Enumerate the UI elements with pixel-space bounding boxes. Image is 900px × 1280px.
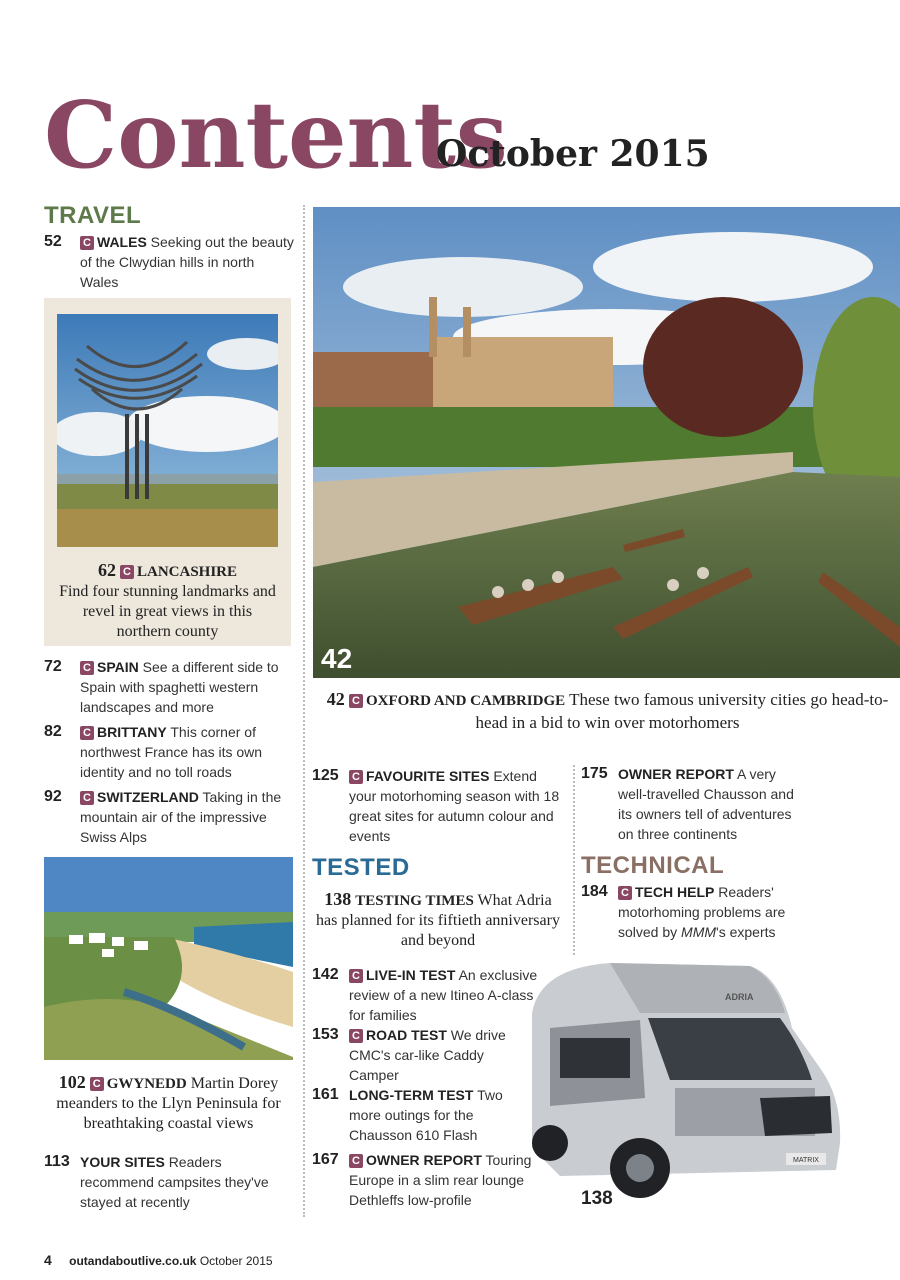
cambridge-punting-photo bbox=[313, 207, 900, 678]
campsite-badge-icon: C bbox=[349, 1154, 363, 1168]
entry-keyword: LIVE-IN TEST bbox=[366, 967, 456, 983]
campsite-badge-icon: C bbox=[349, 969, 363, 983]
list-item[interactable] bbox=[44, 1152, 294, 1212]
page-number: 161 bbox=[312, 1086, 339, 1103]
footer-date: October 2015 bbox=[199, 1254, 273, 1268]
entry-keyword: LONG-TERM TEST bbox=[349, 1087, 474, 1103]
page-number-footer: 4 bbox=[44, 1252, 52, 1268]
campsite-badge-icon: C bbox=[349, 770, 363, 784]
page-number: 82 bbox=[44, 723, 62, 740]
list-item[interactable] bbox=[312, 1150, 542, 1210]
hero-caption: 42 C OXFORD AND CAMBRIDGE These two famous university cities go head-to-head in a bid to win over motorhomers bbox=[326, 689, 889, 732]
entry-text-tail: 's experts bbox=[716, 924, 776, 940]
plate-text: MATRIX bbox=[793, 1157, 819, 1164]
campsite-badge-icon: C bbox=[120, 565, 134, 579]
campsite-badge-icon: C bbox=[618, 886, 632, 900]
entry-keyword: SPAIN bbox=[97, 659, 139, 675]
entry-text: We drive CMC's car-like Caddy Camper bbox=[349, 1027, 506, 1083]
campsite-badge-icon: C bbox=[349, 1029, 363, 1043]
hero-page-label: 42 bbox=[321, 643, 353, 674]
page-number: 113 bbox=[44, 1153, 70, 1170]
magazine-name: MMM bbox=[681, 924, 717, 940]
list-item[interactable] bbox=[312, 965, 542, 1025]
entry-text: Readers recommend campsites they've stayed at recently bbox=[80, 1154, 269, 1210]
entry-keyword: YOUR SITES bbox=[80, 1154, 165, 1170]
entry-keyword: ROAD TEST bbox=[366, 1027, 447, 1043]
campsite-badge-icon: C bbox=[80, 236, 94, 250]
entry-text: Two more outings for the Chausson 610 Flash bbox=[349, 1087, 503, 1143]
entry-text: Readers' motorhoming problems are solved by bbox=[618, 884, 786, 940]
column-divider bbox=[303, 205, 305, 1217]
entry-keyword: SWITZERLAND bbox=[97, 789, 199, 805]
list-item[interactable] bbox=[312, 1025, 542, 1085]
column-divider-right bbox=[573, 765, 575, 955]
entry-text: Taking in the mountain air of the impressive Swiss Alps bbox=[80, 789, 282, 845]
adria-motorhome-photo[interactable] bbox=[520, 958, 850, 1210]
issue-date: October 2015 bbox=[436, 133, 710, 175]
entry-text: A very well-travelled Chausson and its owners tell of adventures on three continents bbox=[618, 766, 794, 842]
lancashire-caption: 62 C LANCASHIRE Find four stunning landmarks and revel in great views in this northern county bbox=[59, 560, 276, 640]
page-number: 92 bbox=[44, 788, 62, 805]
page-number: 52 bbox=[44, 233, 62, 250]
entry-text: Extend your motorhoming season with 18 great sites for autumn colour and events bbox=[349, 768, 560, 844]
entry-text: Touring Europe in a slim rear lounge Dethleffs low-profile bbox=[349, 1152, 532, 1208]
page-number: 153 bbox=[312, 1026, 339, 1043]
campsite-badge-icon: C bbox=[80, 726, 94, 740]
page-number: 167 bbox=[312, 1151, 339, 1168]
campsite-badge-icon: C bbox=[80, 791, 94, 805]
list-item[interactable] bbox=[312, 1085, 542, 1145]
feature-lancashire[interactable] bbox=[44, 298, 291, 646]
list-item[interactable] bbox=[581, 882, 811, 944]
page-number: 175 bbox=[581, 765, 608, 782]
page-title: Contents bbox=[44, 81, 508, 189]
entry-text: This corner of northwest France has its own identity and no toll roads bbox=[80, 724, 263, 780]
list-item[interactable] bbox=[44, 787, 294, 847]
campsite-badge-icon: C bbox=[80, 661, 94, 675]
testing-times-caption[interactable]: 138 TESTING TIMES What Adria has planned for its fiftieth anniversary and beyond bbox=[316, 889, 560, 949]
campsite-badge-icon: C bbox=[349, 694, 363, 708]
entry-keyword: OWNER REPORT bbox=[366, 1152, 482, 1168]
list-item[interactable] bbox=[44, 232, 294, 292]
campsite-badge-icon: C bbox=[90, 1077, 104, 1091]
footer bbox=[44, 1252, 273, 1268]
section-travel: TRAVEL bbox=[44, 202, 142, 229]
brand-text: ADRIA bbox=[725, 992, 754, 1002]
page-number: 184 bbox=[581, 883, 608, 900]
singing-ringing-tree-photo bbox=[57, 314, 278, 547]
page-number: 142 bbox=[312, 966, 339, 983]
list-item[interactable] bbox=[581, 764, 811, 846]
entry-keyword: OWNER REPORT bbox=[618, 766, 734, 782]
page-number: 72 bbox=[44, 658, 62, 675]
entry-text: Seeking out the beauty of the Clwydian hills in north Wales bbox=[80, 234, 294, 290]
entry-text: See a different side to Spain with spaghetti western landscapes and more bbox=[80, 659, 279, 715]
van-page-label: 138 bbox=[581, 1188, 613, 1209]
site-url[interactable]: outandaboutlive.co.uk bbox=[69, 1254, 197, 1268]
entry-text: An exclusive review of a new Itineo A-class for families bbox=[349, 967, 538, 1023]
entry-keyword: BRITTANY bbox=[97, 724, 167, 740]
gwynedd-caption: 102 C GWYNEDD Martin Dorey meanders to the Llyn Peninsula for breathtaking coastal views bbox=[56, 1072, 281, 1132]
page-number: 125 bbox=[312, 767, 339, 784]
list-item[interactable] bbox=[312, 766, 567, 848]
gwynedd-coast-photo[interactable] bbox=[44, 857, 293, 1060]
entry-keyword: TECH HELP bbox=[635, 884, 715, 900]
entry-keyword: WALES bbox=[97, 234, 147, 250]
section-tested: TESTED bbox=[312, 854, 410, 881]
entry-keyword: FAVOURITE SITES bbox=[366, 768, 490, 784]
hero-feature[interactable] bbox=[313, 207, 900, 678]
section-technical: TECHNICAL bbox=[581, 852, 725, 879]
list-item[interactable] bbox=[44, 657, 294, 717]
list-item[interactable] bbox=[44, 722, 294, 782]
